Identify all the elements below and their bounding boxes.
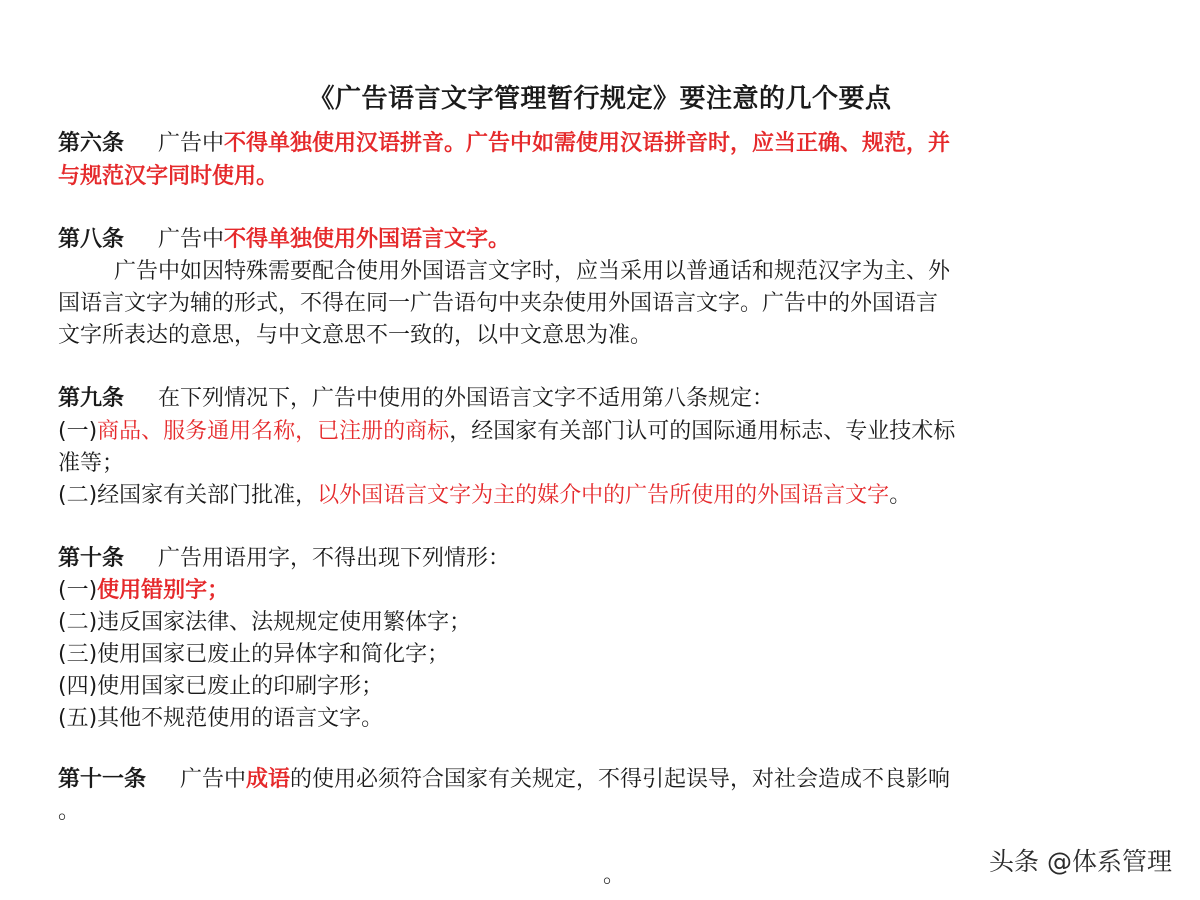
article-6-emphasis: 不得单独使用汉语拼音。广告中如需使用汉语拼音时，应当正确、规范，并 <box>224 131 951 156</box>
article-10-item-5: (五)其他不规范使用的语言文字。 <box>58 706 384 731</box>
article-11-line-2 <box>58 798 80 826</box>
article-8-label: 第八条 <box>58 227 125 252</box>
article-10-item-2: (二)违反国家法律、法规规定使用繁体字； <box>58 610 472 635</box>
article-10-item-3: (三)使用国家已废止的异体字和简化字； <box>58 642 450 667</box>
article-6-line-2 <box>58 163 278 191</box>
article-10-line-1 <box>58 545 510 573</box>
article-9-item-1-prefix: (一) <box>58 419 98 444</box>
article-9-item-2-emphasis: 以外国语言文字为主的媒介中的广告所使用的外国语言文字 <box>317 483 890 508</box>
article-8-emphasis: 不得单独使用外国语言文字。 <box>224 227 511 252</box>
article-10-item-1-emphasis: 使用错别字； <box>97 578 230 603</box>
article-8-text: 广告中 <box>158 227 225 252</box>
article-11-emphasis: 成语 <box>246 767 291 792</box>
article-8-line-4 <box>58 322 652 350</box>
watermark: 头条 @体系管理 <box>989 847 1172 876</box>
article-6-emphasis-cont: 与规范汉字同时使用。 <box>58 164 279 189</box>
article-9-item-1-text: ，经国家有关部门认可的国际通用标志、专业技术标 <box>449 419 956 444</box>
article-10-item-1-prefix: (一) <box>58 578 98 603</box>
article-9-item-2-prefix: (二)经国家有关部门批准， <box>58 483 318 508</box>
article-9-item-1 <box>58 418 955 446</box>
page-title: 《广告语言文字管理暂行规定》要注意的几个要点 <box>308 84 892 114</box>
article-11-line-1 <box>58 766 950 794</box>
article-11-text-rest: 的使用必须符合国家有关规定，不得引起误导，对社会造成不良影响 <box>290 767 951 792</box>
article-10-item-4: (四)使用国家已废止的印刷字形； <box>58 674 384 699</box>
article-9-item-2-end: 。 <box>889 483 912 508</box>
article-9-item-1-cont <box>58 450 124 478</box>
article-9-item-1-cont-text: 准等； <box>58 451 125 476</box>
article-6-label: 第六条 <box>58 131 125 156</box>
article-11-label: 第十一条 <box>58 767 147 792</box>
article-9-item-1-emphasis: 商品、服务通用名称，已注册的商标 <box>97 419 450 444</box>
trailing-period: 。 <box>603 863 626 888</box>
article-10-item-1 <box>58 577 229 605</box>
article-9-label: 第九条 <box>58 386 125 411</box>
article-9-line-1 <box>58 385 774 413</box>
article-9-item-2 <box>58 482 911 510</box>
article-8-line-3 <box>58 290 938 318</box>
article-11-text: 广告中 <box>180 767 247 792</box>
article-11-cont: 。 <box>58 799 81 824</box>
article-9-text: 在下列情况下，广告中使用的外国语言文字不适用第八条规定： <box>158 386 775 411</box>
article-8-para-cont-1: 国语言文字为辅的形式，不得在同一广告语句中夹杂使用外国语言文字。广告中的外国语言 <box>58 291 939 316</box>
article-10-text: 广告用语用字，不得出现下列情形： <box>158 546 511 571</box>
article-8-line-2 <box>58 258 950 286</box>
article-8-para-cont-2: 文字所表达的意思，与中文意思不一致的，以中文意思为准。 <box>58 323 653 348</box>
article-8-line-1 <box>58 226 510 254</box>
article-6-text: 广告中 <box>158 131 225 156</box>
article-8-para: 广告中如因特殊需要配合使用外国语言文字时，应当采用以普通话和规范汉字为主、外 <box>114 259 951 284</box>
article-10-label: 第十条 <box>58 546 125 571</box>
article-6-line-1 <box>58 130 950 158</box>
